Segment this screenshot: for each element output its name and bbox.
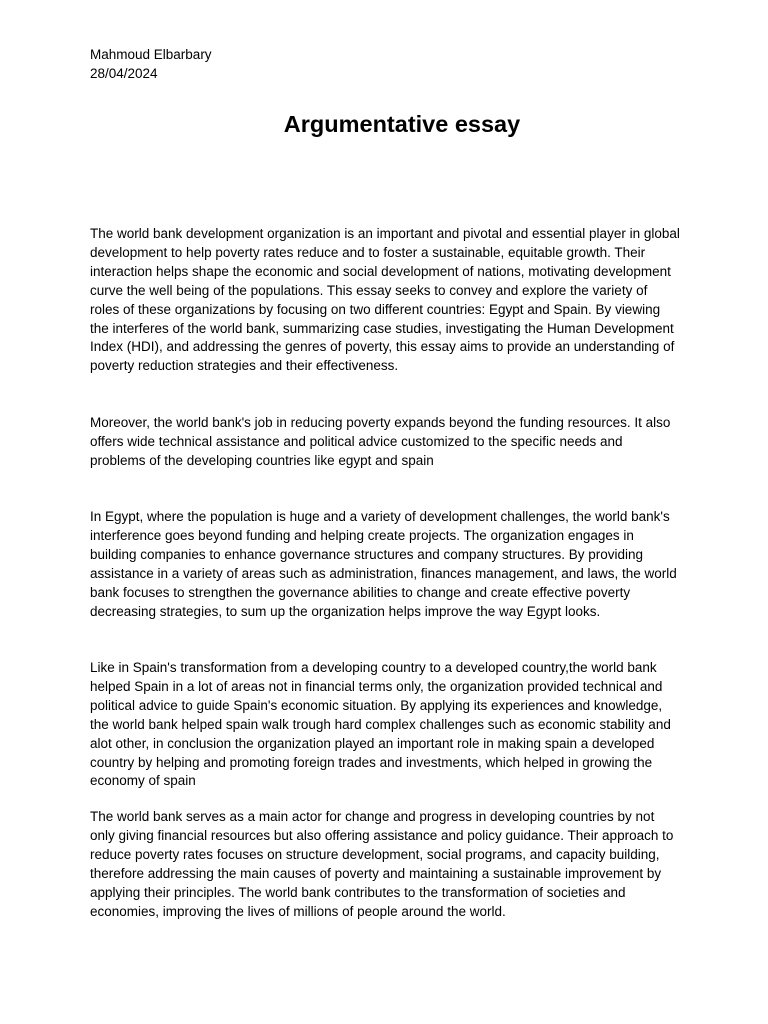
essay-paragraph-4: Like in Spain's transformation from a developing country to a developed country,the world bank helped Spain in a lot of areas not in financial terms only, the organization provided technical and political advice to guide Spain's economic situation. By applying its experiences and knowledge, the world bank helped spain walk trough hard complex challenges such as economic stability and alot other, in conclusion the organization played an important role in making spain a developed country by helping and promoting foreign trades and investments, which helped in growing the economy of spain xyxy=(90,660,671,789)
essay-paragraph-2: Moreover, the world bank's job in reducing poverty expands beyond the funding resources. It also offers wide technical assistance and political advice customized to the specific needs and problems of the developing countries like egypt and spain xyxy=(90,415,671,468)
essay-paragraph-5: The world bank serves as a main actor for change and progress in developing countries by not only giving financial resources but also offering assistance and policy guidance. Their approach to reduce poverty rates focuses on structure development, social programs, and capacity building, therefore addressing the main causes of poverty and maintaining a sustainable improvement by applying their principles. The world bank contributes to the transformation of societies and economies, improving the lives of millions of people around the world. xyxy=(90,809,674,919)
essay-title: Argumentative essay xyxy=(283,111,521,137)
author-name: Mahmoud Elbarbary xyxy=(90,47,212,62)
document-header xyxy=(90,45,212,83)
document-date: 28/04/2024 xyxy=(90,66,158,81)
essay-paragraph-1: The world bank development organization is an important and pivotal and essential player in global development to help poverty rates reduce and to foster a sustainable, equitable growth. Their interaction helps shape the economic and social development of nations, motivating development curve the well being of the populations. This essay seeks to convey and explore the variety of roles of these organizations by focusing on two different countries: Egypt and Spain. By viewing the interferes of the world bank, summarizing case studies, investigating the Human Development Index (HDI), and addressing the genres of poverty, this essay aims to provide an understanding of poverty reduction strategies and their effectiveness. xyxy=(90,226,680,374)
essay-paragraph-3: In Egypt, where the population is huge and a variety of development challenges, the world bank's interference goes beyond funding and helping create projects. The organization engages in building companies to enhance governance structures and company structures. By providing assistance in a variety of areas such as administration, finances management, and laws, the world bank focuses to strengthen the governance abilities to change and create effective poverty decreasing strategies, to sum up the organization helps improve the way Egypt looks. xyxy=(90,509,677,619)
